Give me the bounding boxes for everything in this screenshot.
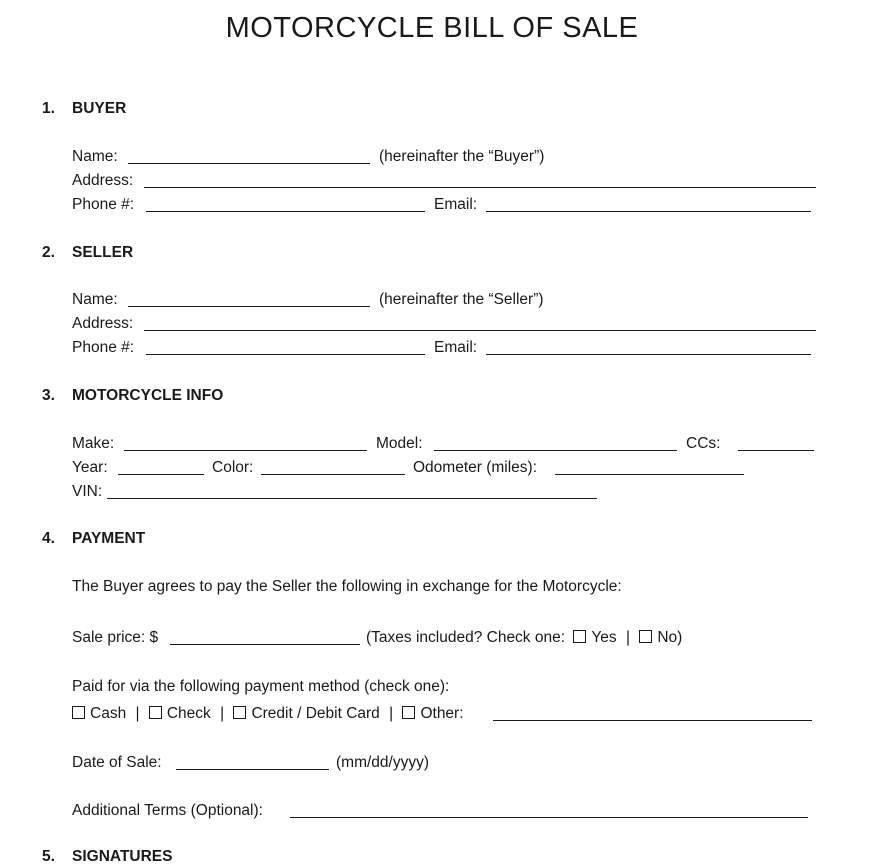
section-number-seller: 2.: [42, 244, 55, 261]
method-separator: |: [220, 705, 225, 722]
taxes-prompt: (Taxes included? Check one:: [366, 629, 566, 646]
seller-email-label: Email:: [434, 339, 478, 356]
method-separator: |: [135, 705, 140, 722]
odometer-label: Odometer (miles):: [413, 459, 538, 476]
vin-field[interactable]: [107, 498, 597, 499]
seller-email-field[interactable]: [486, 354, 811, 355]
other-method-field[interactable]: [493, 720, 812, 721]
document-title: MOTORCYCLE BILL OF SALE: [225, 12, 639, 44]
color-label: Color:: [212, 459, 254, 476]
buyer-name-suffix: (hereinafter the “Buyer”): [379, 148, 545, 165]
taxes-yes-checkbox[interactable]: [573, 630, 586, 643]
card-label: Credit / Debit Card: [251, 705, 380, 722]
seller-address-field[interactable]: [144, 330, 816, 331]
model-label: Model:: [376, 435, 423, 452]
buyer-name-label: Name:: [72, 148, 118, 165]
buyer-phone-label: Phone #:: [72, 196, 135, 213]
card-checkbox[interactable]: [233, 706, 246, 719]
seller-address-label: Address:: [72, 315, 134, 332]
buyer-address-field[interactable]: [144, 187, 816, 188]
cash-label: Cash: [90, 705, 127, 722]
buyer-phone-field[interactable]: [146, 211, 425, 212]
taxes-yes-label: Yes: [591, 629, 617, 646]
payment-method-prompt: Paid for via the following payment method (check one):: [72, 678, 450, 695]
sale-price-label: Sale price: $: [72, 629, 159, 646]
section-number-buyer: 1.: [42, 100, 55, 117]
date-format-hint: (mm/dd/yyyy): [336, 754, 429, 771]
ccs-label: CCs:: [686, 435, 721, 452]
taxes-no-checkbox[interactable]: [639, 630, 652, 643]
payment-method-options: [72, 705, 464, 723]
section-heading-buyer: BUYER: [72, 100, 127, 117]
seller-name-label: Name:: [72, 291, 118, 308]
color-field[interactable]: [261, 474, 405, 475]
make-field[interactable]: [124, 450, 367, 451]
additional-terms-label: Additional Terms (Optional):: [72, 802, 263, 819]
seller-phone-field[interactable]: [146, 354, 425, 355]
buyer-address-label: Address:: [72, 172, 134, 189]
cash-checkbox[interactable]: [72, 706, 85, 719]
year-field[interactable]: [118, 474, 204, 475]
buyer-email-field[interactable]: [486, 211, 811, 212]
taxes-no-label: No): [657, 629, 683, 646]
sale-price-field[interactable]: [170, 644, 360, 645]
model-field[interactable]: [434, 450, 677, 451]
payment-intro: The Buyer agrees to pay the Seller the following in exchange for the Motorcycle:: [72, 578, 622, 595]
section-number-motorcycle: 3.: [42, 387, 55, 404]
seller-phone-label: Phone #:: [72, 339, 135, 356]
date-of-sale-field[interactable]: [176, 769, 329, 770]
buyer-name-field[interactable]: [128, 163, 370, 164]
vin-label: VIN:: [72, 483, 103, 500]
other-label: Other:: [420, 705, 464, 722]
taxes-line: [366, 629, 682, 647]
section-heading-signatures: SIGNATURES: [72, 848, 173, 865]
odometer-field[interactable]: [555, 474, 744, 475]
taxes-separator: |: [625, 629, 630, 646]
buyer-email-label: Email:: [434, 196, 478, 213]
additional-terms-field[interactable]: [290, 817, 808, 818]
date-of-sale-label: Date of Sale:: [72, 754, 162, 771]
section-heading-seller: SELLER: [72, 244, 134, 261]
section-number-signatures: 5.: [42, 848, 55, 865]
method-separator: |: [389, 705, 394, 722]
section-number-payment: 4.: [42, 530, 55, 547]
make-label: Make:: [72, 435, 115, 452]
check-label: Check: [166, 705, 211, 722]
seller-name-suffix: (hereinafter the “Seller”): [379, 291, 544, 308]
section-heading-payment: PAYMENT: [72, 530, 146, 547]
year-label: Year:: [72, 459, 108, 476]
seller-name-field[interactable]: [128, 306, 370, 307]
section-heading-motorcycle: MOTORCYCLE INFO: [72, 387, 224, 404]
check-checkbox[interactable]: [149, 706, 162, 719]
ccs-field[interactable]: [738, 450, 814, 451]
other-checkbox[interactable]: [402, 706, 415, 719]
